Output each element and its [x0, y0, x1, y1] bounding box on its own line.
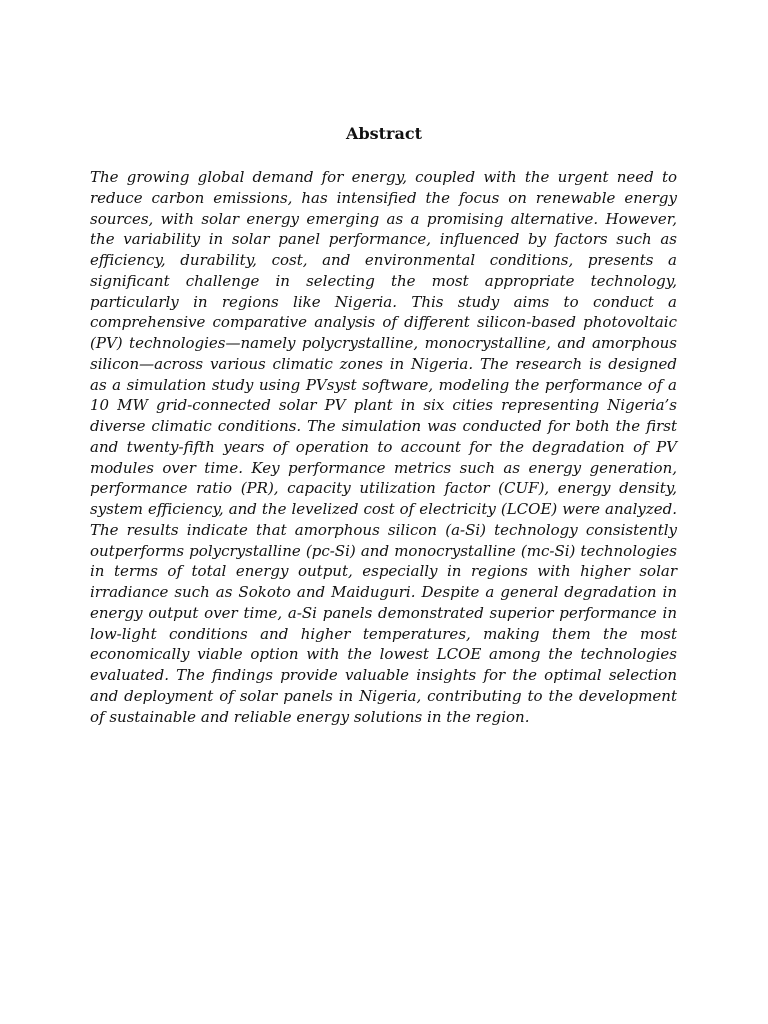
abstract-heading: Abstract [346, 124, 422, 143]
abstract-body: The growing global demand for energy, coupled with the urgent need to reduce carbon emissions, has intensified the focus on renewable energy sources, with solar energy emerging as a promising alternative. However, the variability in solar panel performance, influenced by factors such as efficiency, durability, cost, and environmental conditions, presents a significant challenge in selecting the most appropriate technology, particularly in regions like Nigeria. This study aims to conduct a comprehensive comparative analysis of different silicon-based photovoltaic (PV) technologies—namely polycrystalline, monocrystalline, and amorphous silicon—across various climatic zones in Nigeria. The research is designed as a simulation study using PVsyst software, modeling the performance of a 10 MW grid-connected solar PV plant in six cities representing Nigeria’s diverse climatic conditions. The simulation was conducted for both the first and twenty-fifth years of operation to account for the degradation of PV modules over time. Key performance metrics such as energy generation, performance ratio (PR), capacity utilization factor (CUF), energy density, system efficiency, and the levelized cost of electricity (LCOE) were analyzed. The results indicate that amorphous silicon (a-Si) technology consistently outperforms polycrystalline (pc-Si) and monocrystalline (mc-Si) technologies in terms of total energy output, especially in regions with higher solar irradiance such as Sokoto and Maiduguri. Despite a general degradation in energy output over time, a-Si panels demonstrated superior performance in low-light conditions and higher temperatures, making them the most economically viable option with the lowest LCOE among the technologies evaluated. The findings provide valuable insights for the optimal selection and deployment of solar panels in Nigeria, contributing to the development of sustainable and reliable energy solutions in the region. [90, 168, 677, 726]
